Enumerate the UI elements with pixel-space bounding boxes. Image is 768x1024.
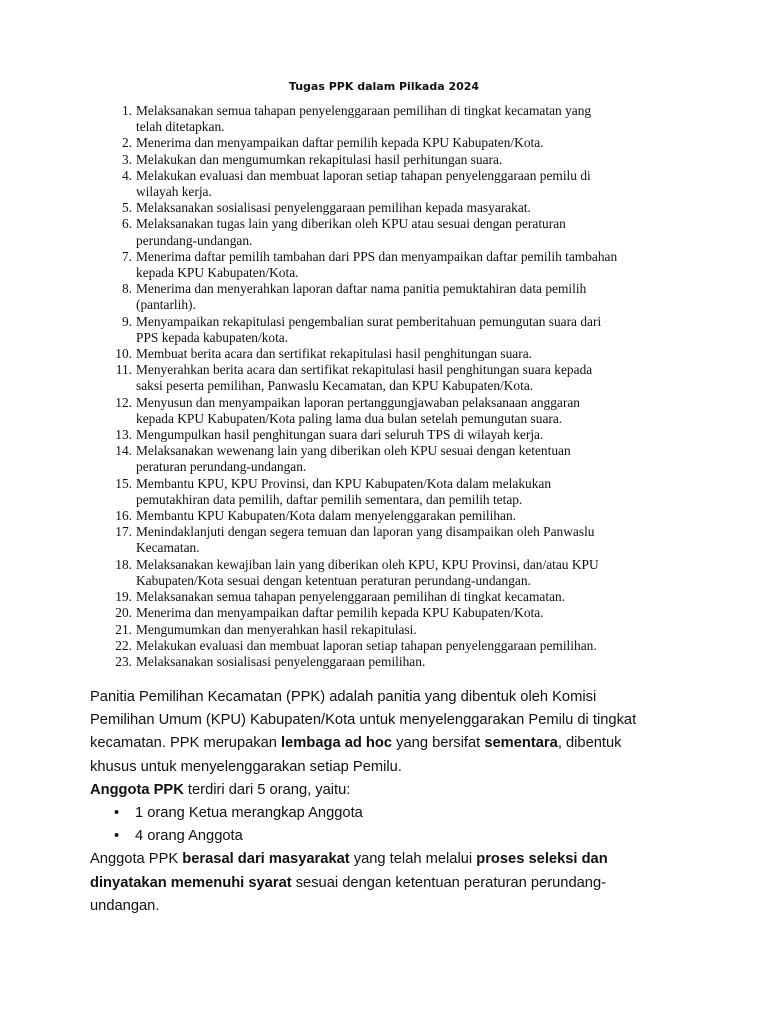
duty-number: 1. bbox=[121, 103, 132, 118]
duty-number: 9. bbox=[121, 313, 132, 329]
origin-text: Anggota PPK bbox=[90, 851, 183, 868]
duty-number: 7. bbox=[121, 248, 132, 264]
duty-text: Melaksanakan wewenang lain yang diberikan oleh KPU sesuai dengan ketentuan peraturan perundang-undangan. bbox=[136, 443, 571, 475]
duty-item bbox=[88, 443, 688, 475]
duty-text: Melakukan evaluasi dan membuat laporan setiap tahapan penyelenggaraan pemilu di wilayah kerja. bbox=[136, 167, 591, 200]
bold-term-seleksi: proses seleksi dan bbox=[476, 851, 608, 868]
duty-text: Melaksanakan sosialisasi penyelenggaraan pemilihan. bbox=[136, 653, 426, 669]
member-bullet-text: 1 orang Ketua merangkap Anggota bbox=[135, 805, 363, 822]
duty-number: 15. bbox=[115, 475, 132, 491]
duty-item bbox=[88, 654, 688, 670]
duty-number: 10. bbox=[115, 346, 132, 362]
duty-number: 14. bbox=[115, 443, 132, 459]
members-heading bbox=[90, 779, 690, 802]
intro-line: Pemilihan Umum (KPU) Kabupaten/Kota untuk menyelenggarakan Pemilu di tingkat bbox=[90, 712, 637, 729]
duty-item bbox=[88, 346, 688, 362]
duty-text: Membantu KPU, KPU Provinsi, dan KPU Kabupaten/Kota dalam melakukan pemutakhiran data pemilih, daftar pemilih sementara, dan pemilih tetap. bbox=[136, 475, 552, 507]
duty-number: 8. bbox=[121, 281, 132, 297]
intro-text: yang bersifat bbox=[392, 735, 485, 752]
member-bullet-item bbox=[90, 802, 690, 825]
intro-line: Panitia Pemilihan Kecamatan (PPK) adalah panitia yang dibentuk oleh Komisi bbox=[90, 689, 597, 705]
duty-text: Membuat berita acara dan sertifikat rekapitulasi hasil penghitungan suara. bbox=[136, 346, 532, 362]
duty-text: Mengumpulkan hasil penghitungan suara dari seluruh TPS di wilayah kerja. bbox=[136, 427, 544, 443]
duty-text: Menerima dan menyerahkan laporan daftar nama panitia pemuktahiran data pemilih (pantarlih). bbox=[136, 281, 587, 313]
duty-number: 5. bbox=[121, 200, 132, 216]
duty-item bbox=[88, 508, 688, 524]
members-list bbox=[90, 802, 690, 848]
duty-item bbox=[88, 427, 688, 443]
duty-text: Melaksanakan tugas lain yang diberikan oleh KPU atau sesuai dengan peraturan perundang-undangan. bbox=[136, 216, 566, 248]
origin-text: sesuai dengan ketentuan peraturan perundang- bbox=[291, 874, 607, 891]
duty-number: 22. bbox=[115, 637, 132, 653]
duties-list bbox=[88, 103, 688, 670]
intro-paragraph bbox=[90, 686, 690, 779]
duty-item bbox=[88, 281, 688, 313]
duty-text: Melakukan dan mengumumkan rekapitulasi hasil perhitungan suara. bbox=[136, 151, 503, 167]
intro-text: , dibentuk bbox=[557, 735, 622, 752]
duty-number: 4. bbox=[121, 167, 132, 183]
duty-number: 12. bbox=[115, 394, 132, 410]
duty-text: Melaksanakan sosialisasi penyelenggaraan pemilihan kepada masyarakat. bbox=[136, 200, 531, 216]
duty-text: Melaksanakan semua tahapan penyelenggaraan pemilihan di tingkat kecamatan. bbox=[136, 589, 566, 605]
member-bullet-item bbox=[90, 825, 690, 848]
duty-item bbox=[88, 103, 688, 135]
duty-number: 18. bbox=[115, 556, 132, 572]
duty-item bbox=[88, 638, 688, 654]
duty-item bbox=[88, 557, 688, 589]
duty-item bbox=[88, 395, 688, 427]
duty-item bbox=[88, 135, 688, 151]
duty-number: 19. bbox=[115, 589, 132, 605]
duty-number: 20. bbox=[115, 605, 132, 621]
duty-number: 16. bbox=[115, 508, 132, 524]
duty-item bbox=[88, 168, 688, 200]
duty-text: Menyampaikan rekapitulasi pengembalian surat pemberitahuan pemungutan suara dari PPS kepada kabupaten/kota. bbox=[136, 313, 602, 345]
document-title: Tugas PPK dalam Pilkada 2024 bbox=[288, 80, 480, 93]
origin-paragraph bbox=[90, 848, 690, 918]
duty-number: 2. bbox=[121, 135, 132, 151]
origin-text: undangan. bbox=[90, 897, 160, 914]
duty-number: 21. bbox=[115, 621, 132, 637]
duty-item bbox=[88, 249, 688, 281]
body-text bbox=[90, 686, 690, 918]
duty-item bbox=[88, 589, 688, 605]
duty-text: Melaksanakan kewajiban lain yang diberikan oleh KPU, KPU Provinsi, dan/atau KPU Kabupaten/Kota sesuai dengan ketentuan peraturan perundang-undangan. bbox=[136, 556, 599, 588]
duty-item bbox=[88, 314, 688, 346]
duty-text: Menerima dan menyampaikan daftar pemilih kepada KPU Kabupaten/Kota. bbox=[136, 605, 544, 621]
duty-text: Menyusun dan menyampaikan laporan pertanggungjawaban pelaksanaan anggaran kepada KPU Kabupaten/Kota paling lama dua bulan setelah pemungutan suara. bbox=[136, 394, 580, 426]
members-heading-bold: Anggota PPK bbox=[90, 781, 184, 798]
duty-text: Menyerahkan berita acara dan sertifikat rekapitulasi hasil penghitungan suara kepada saksi peserta pemilihan, Panwaslu Kecamatan, dan KPU Kabupaten/Kota. bbox=[136, 362, 593, 394]
duty-item bbox=[88, 622, 688, 638]
duty-number: 13. bbox=[115, 427, 132, 443]
bold-term-sementara: sementara bbox=[484, 735, 558, 752]
duty-item bbox=[88, 200, 688, 216]
duty-text: Menindaklanjuti dengan segera temuan dan laporan yang disampaikan oleh Panwaslu Kecamatan. bbox=[136, 524, 595, 556]
duty-text: Melaksanakan semua tahapan penyelenggaraan pemilihan di tingkat kecamatan yang telah ditetapkan. bbox=[136, 103, 592, 135]
duty-item bbox=[88, 362, 688, 394]
bold-term-masyarakat: berasal dari masyarakat bbox=[182, 851, 350, 868]
bold-term-ad-hoc: lembaga ad hoc bbox=[281, 735, 393, 752]
duty-item bbox=[88, 605, 688, 621]
duty-item bbox=[88, 476, 688, 508]
duty-number: 23. bbox=[115, 653, 132, 669]
members-heading-text: terdiri dari 5 orang, yaitu: bbox=[183, 781, 351, 798]
bold-term-syarat: dinyatakan memenuhi syarat bbox=[90, 874, 292, 891]
duty-number: 3. bbox=[121, 151, 132, 167]
origin-text: yang telah melalui bbox=[349, 851, 477, 868]
duty-text: Menerima dan menyampaikan daftar pemilih kepada KPU Kabupaten/Kota. bbox=[136, 135, 544, 151]
duty-text: Mengumumkan dan menyerahkan hasil rekapitulasi. bbox=[136, 621, 417, 637]
bullet-icon: • bbox=[114, 828, 120, 845]
duty-item bbox=[88, 216, 688, 248]
intro-line: khusus untuk menyelenggarakan setiap Pemilu. bbox=[90, 758, 402, 775]
member-bullet-text: 4 orang Anggota bbox=[135, 828, 243, 845]
duty-number: 11. bbox=[115, 362, 132, 378]
bullet-icon: • bbox=[114, 805, 120, 822]
duty-item bbox=[88, 524, 688, 556]
duty-item bbox=[88, 152, 688, 168]
duty-text: Menerima daftar pemilih tambahan dari PPS dan menyampaikan daftar pemilih tambahan kepada KPU Kabupaten/Kota. bbox=[136, 248, 618, 281]
duty-text: Melakukan evaluasi dan membuat laporan setiap tahapan penyelenggaraan pemilihan. bbox=[136, 637, 597, 653]
intro-line: kecamatan. PPK merupakan bbox=[90, 735, 282, 752]
duty-number: 17. bbox=[115, 524, 132, 540]
duty-number: 6. bbox=[121, 216, 132, 232]
duty-text: Membantu KPU Kabupaten/Kota dalam menyelenggarakan pemilihan. bbox=[136, 508, 517, 524]
